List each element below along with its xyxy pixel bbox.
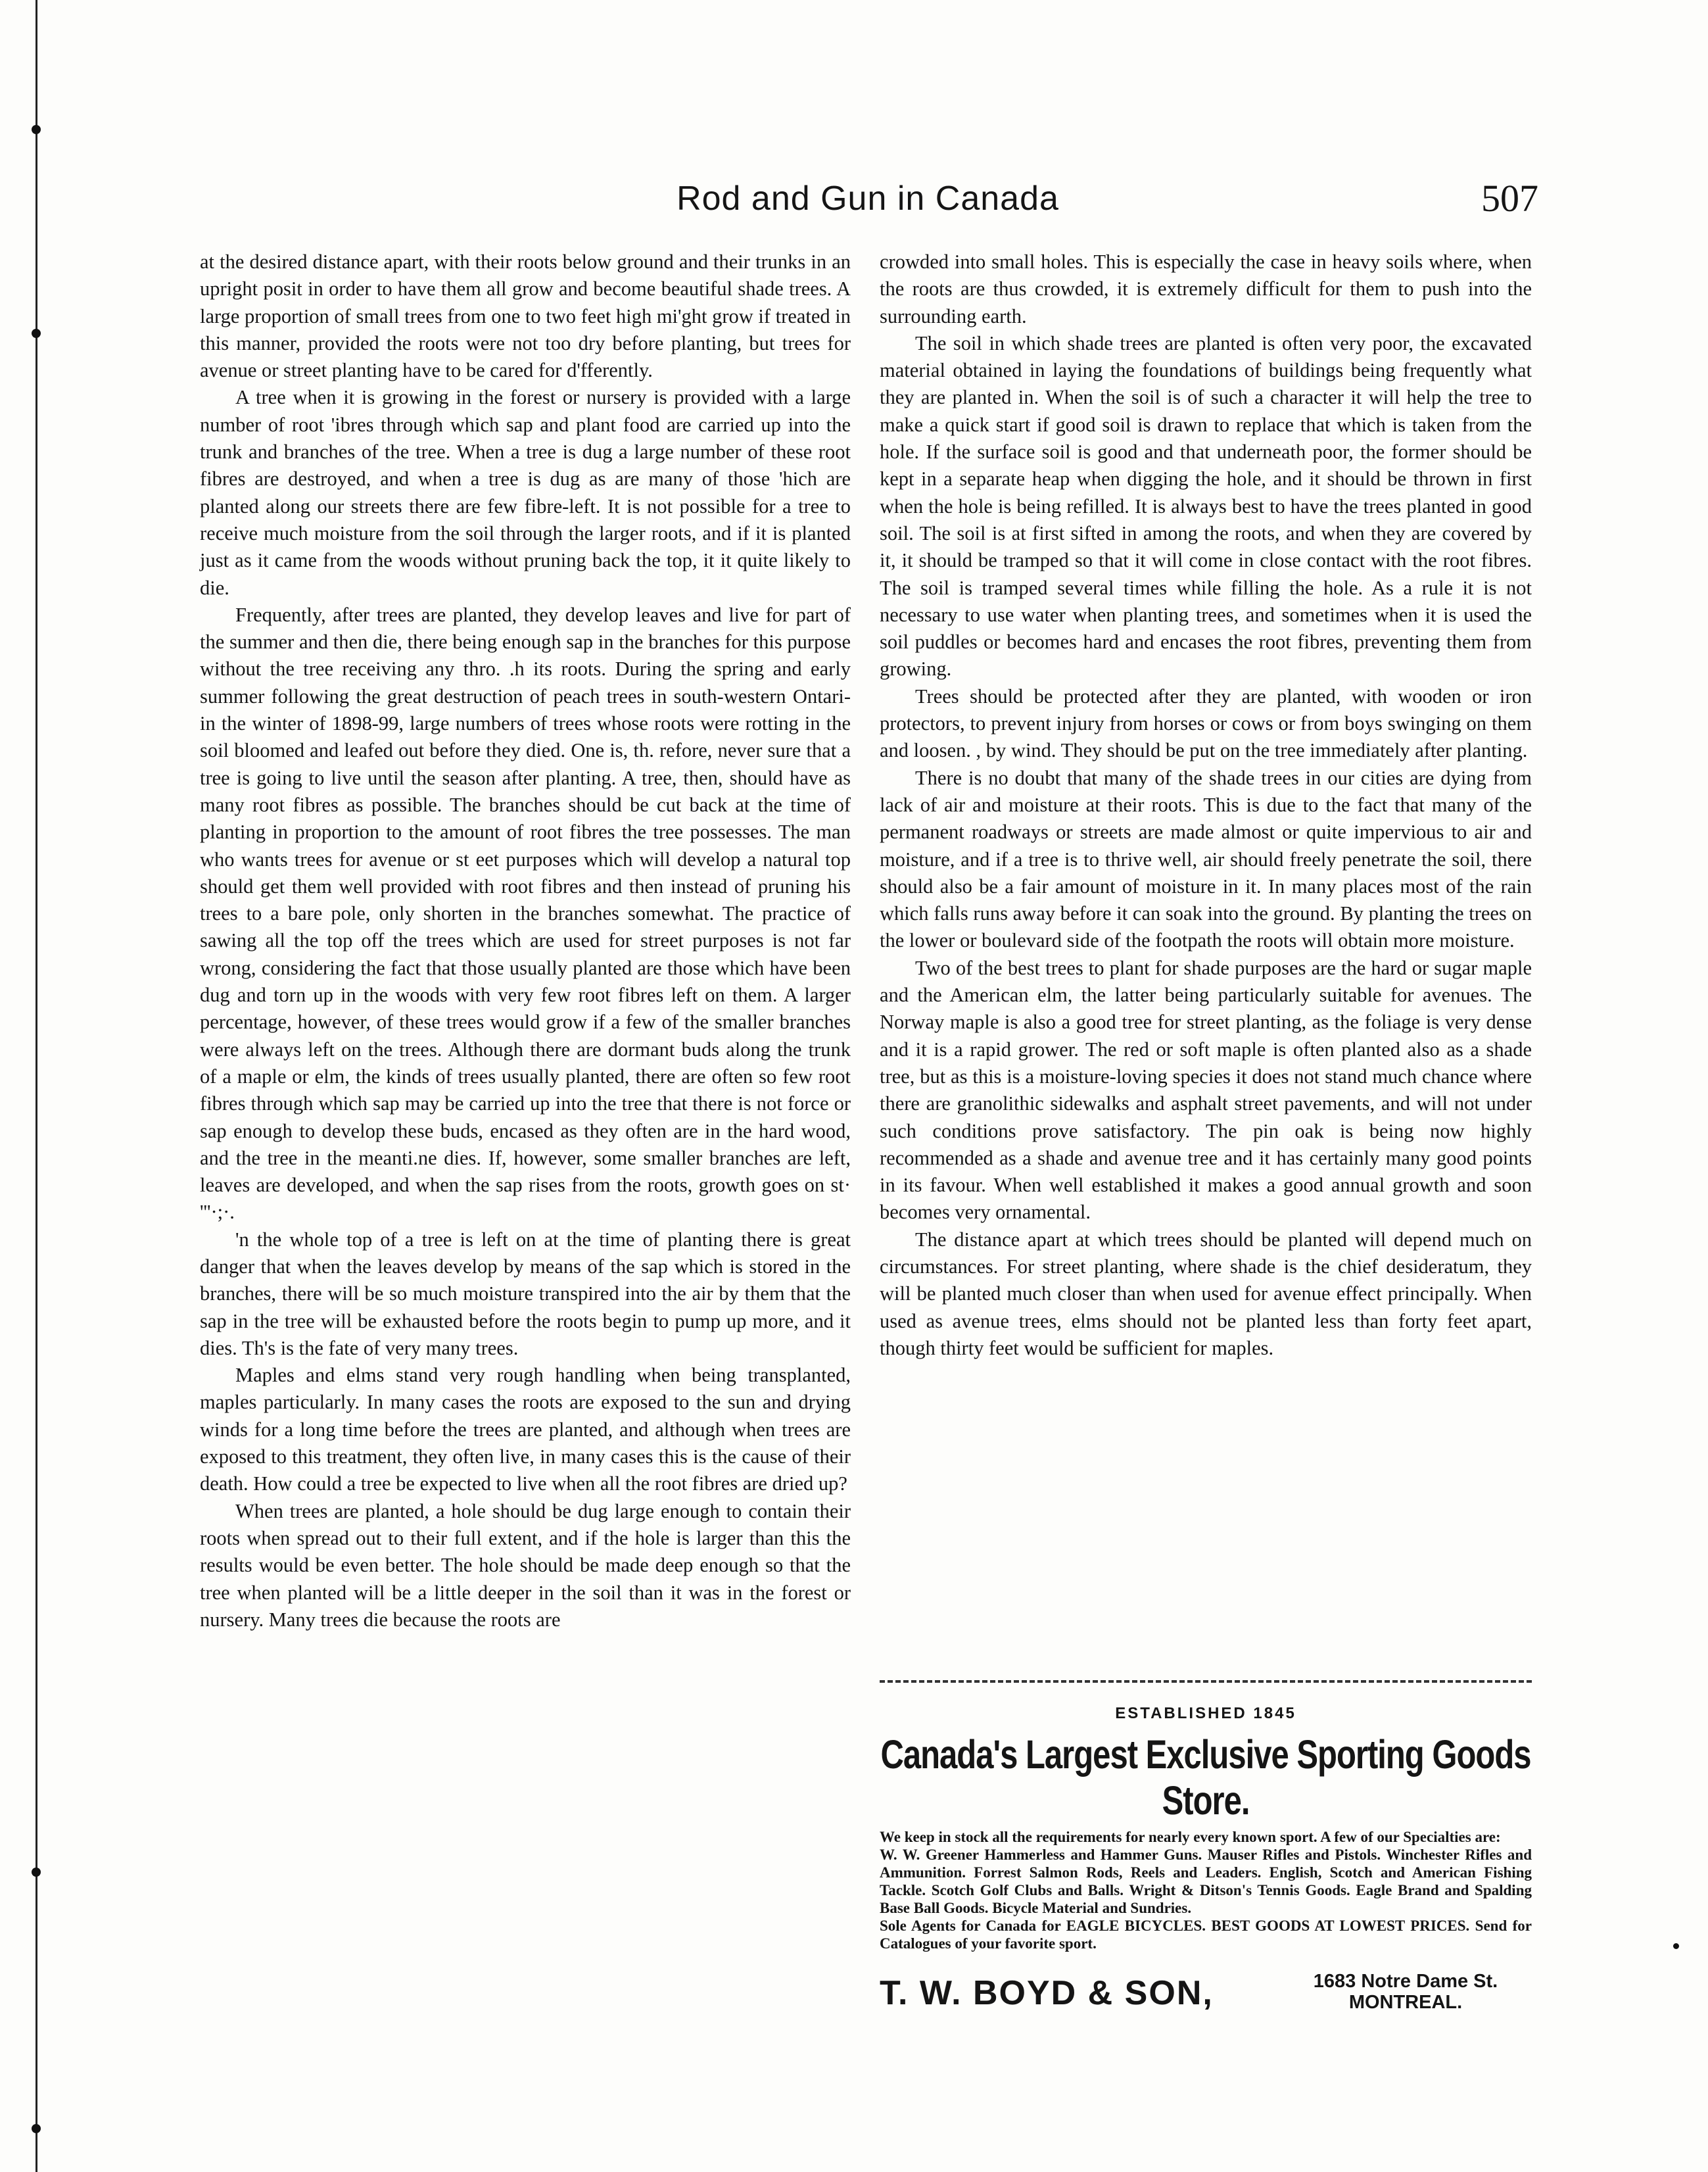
ad-paragraph: W. W. Greener Hammerless and Hammer Guns. Mauser Rifles and Pistols. Winchester Rifles and Ammunition. Forrest Salmon Rods, Reels and Leaders. English, Scotch and American Fishing Tackle. Scotch Golf Clubs and Balls. Wright & Ditson's Tennis Goods. Eagle Brand and Spalding Base Ball Goods. Bicycle Material and Sundries. bbox=[880, 1846, 1532, 1916]
ad-address bbox=[1287, 1971, 1524, 2013]
binding-dot bbox=[32, 1868, 41, 1877]
paragraph: The distance apart at which trees should be planted will depend much on circumstances. For street planting, where shade is the chief desideratum, they will be planted much closer than when used for avenue effect principally. When used as avenue trees, elms should not be planted less than forty feet apart, though thirty feet would be sufficient for maples. bbox=[880, 1228, 1532, 1359]
page-header bbox=[197, 179, 1538, 231]
advertisement-divider bbox=[880, 1680, 1532, 1683]
binding-dot bbox=[32, 2124, 41, 2133]
ad-firm-name: T. W. BOYD & SON, bbox=[880, 1974, 1214, 2012]
ad-paragraph: Sole Agents for Canada for EAGLE BICYCLES. BEST GOODS AT LOWEST PRICES. Send for Catalogues of your favorite sport. bbox=[880, 1918, 1532, 1952]
running-title: Rod and Gun in Canada bbox=[676, 180, 1059, 218]
paragraph: 'n the whole top of a tree is left on at the time of planting there is great danger that when the leaves develop by means of the sap which is stored in the branches, there will be so much moisture transpired into the air by them that the sap in the tree will be exhausted before the roots begin to pump up more, and it dies. Th's is the fate of very many trees. bbox=[200, 1228, 851, 1359]
advertisement bbox=[880, 1704, 1532, 2026]
paragraph: There is no doubt that many of the shade trees in our cities are dying from lack of air and moisture at their roots. This is due to the fact that many of the permanent roadways or streets are made almost or quite impervious to air and moisture, and if a tree is to thrive well, air should freely penetrate the soil, there should also be a fair amount of moisture in it. In many places most of the rain which falls runs away before it can soak into the ground. By planting the trees on the lower or boulevard side of the footpath the roots will obtain more moisture. bbox=[880, 766, 1532, 952]
ad-paragraph: We keep in stock all the requirements for nearly every known sport. A few of our Specialties are: bbox=[880, 1829, 1501, 1845]
ad-address-city: MONTREAL. bbox=[1348, 1992, 1463, 2013]
binding-dot bbox=[32, 125, 41, 134]
right-column bbox=[880, 249, 1532, 1362]
margin-speck bbox=[1673, 1943, 1679, 1949]
ad-body bbox=[880, 1828, 1532, 1952]
paragraph: crowded into small holes. This is especially the case in heavy soils where, when the roots are thus crowded, it is extremely difficult for them to push into the surrounding earth. bbox=[880, 251, 1532, 327]
paragraph: at the desired distance apart, with their roots below ground and their trunks in an upright posit in order to have them all grow and become beautiful shade trees. A large proportion of small trees from one to two feet high mi'ght grow if treated in this manner, provided the roots were not too dry before planting, but trees for avenue or street planting have to be cared for d'fferently. bbox=[200, 251, 851, 382]
paragraph: Trees should be protected after they are planted, with wooden or iron protectors, to prevent injury from horses or cows or from boys swinging on them and loosen. , by wind. They should be put on the tree immediately after planting. bbox=[880, 685, 1532, 762]
paragraph: Frequently, after trees are planted, they develop leaves and live for part of the summer and then die, there being enough sap in the branches for this purpose without the tree receiving any thro. .h its roots. During the spring and early summer following the great destruction of peach trees in south-western Ontari- in the winter of 1898-99, large numbers of trees whose roots were rotting in the soil bloomed and leafed out before they died. One is, th. refore, never sure that a tree is going to live until the season after planting. A tree, then, should have as many root fibres as possible. The branches should be cut back at the time of planting in proportion to the amount of root fibres the tree possesses. The man who wants trees for avenue or st eet purposes which will develop a natural top should get them well provided with root fibres and then instead of pruning his trees to a bare pole, only shorten in the branches somewhat. The practice of sawing all the top off the trees which are used for street purposes is not far wrong, considering the fact that those usually planted are those which have been dug and torn up in the woods with very few root fibres left on them. A larger percentage, however, of these trees would grow if a few of the smaller branches were always left on the trees. Although there are dormant buds along the trunk of a maple or elm, the kinds of trees usually planted, there are often so few root fibres through which sap may be carried up into the tree that there is not force or sap enough to develop these buds, encased as they often are in the hard wood, and the tree in the meanti.ne dies. If, however, some smaller branches are left, leaves are developed, and when the sap rises from the roots, growth goes on st· '''·;·. bbox=[200, 603, 851, 1224]
paragraph: Maples and elms stand very rough handling when being transplanted, maples particularly. In many cases the roots are exposed to the sun and drying winds for a long time before the trees are planted, and although when trees are exposed to this treatment, they often live, in many cases this is the cause of their death. How could a tree be expected to live when all the root fibres are dried up? bbox=[200, 1364, 851, 1495]
binding-edge-line bbox=[36, 0, 37, 2172]
ad-address-street: 1683 Notre Dame St. bbox=[1313, 1971, 1498, 1992]
paragraph: Two of the best trees to plant for shade purposes are the hard or sugar maple and the American elm, the latter being particularly suitable for avenues. The Norway maple is also a good tree for street planting, as the foliage is very dense and it is a rapid grower. The red or soft maple is often planted also as a shade tree, but as this is a moisture-loving species it does not stand much chance where there are granolithic sidewalks and asphalt street pavements, and will not under such conditions prove satisfactory. The pin oak is being now highly recommended as a shade and avenue tree and it has certainly many good points in its favour. When well established it makes a good annual growth and soon becomes very ornamental. bbox=[880, 956, 1532, 1224]
paragraph: The soil in which shade trees are planted is often very poor, the excavated material obtained in laying the foundations of buildings being frequently what they are planted in. When the soil is of such a character it will help the tree to make a quick start if good soil is drawn to replace that which is taken from the hole. If the surface soil is good and that underneath poor, the former should be kept in a separate heap when digging the hole, and it should be thrown in first when the hole is being refilled. It is always best to have the trees planted in good soil. The soil is at first sifted in among the roots, and when they are covered by it, it should be tramped so that it will come in close contact with the root fibres. The soil is tramped several times while filling the hole. As a rule it is not necessary to use water when planting trees, and sometimes when it is used the soil puddles or becomes hard and encases the root fibres, preventing them from growing. bbox=[880, 331, 1532, 681]
left-column bbox=[200, 249, 851, 1633]
page-number: 507 bbox=[1481, 177, 1538, 220]
paragraph: When trees are planted, a hole should be dug large enough to contain their roots when spread out to their full extent, and if the hole is larger than this the results would be even better. The hole should be made deep enough so that the tree when planted will be a little deeper in the soil than it was in the forest or nursery. Many trees die because the roots are bbox=[200, 1499, 851, 1631]
ad-established-line: ESTABLISHED 1845 bbox=[1115, 1704, 1296, 1722]
ad-footer bbox=[880, 1967, 1532, 2026]
paragraph: A tree when it is growing in the forest or nursery is provided with a large number of root 'ibres through which sap and plant food are carried up into the trunk and branches of the tree. When a tree is dug a large number of these root fibres are destroyed, and when a tree is dug as are many of those 'hich are planted along our streets there are few fibre-left. It is not possible for a tree to receive much moisture from the soil through the larger roots, and if it is planted just as it came from the woods without pruning back the top, it it quite likely to die. bbox=[200, 386, 851, 599]
ad-headline: Canada's Largest Exclusive Sporting Goods Store. bbox=[880, 1733, 1531, 1823]
binding-dot bbox=[32, 329, 41, 338]
